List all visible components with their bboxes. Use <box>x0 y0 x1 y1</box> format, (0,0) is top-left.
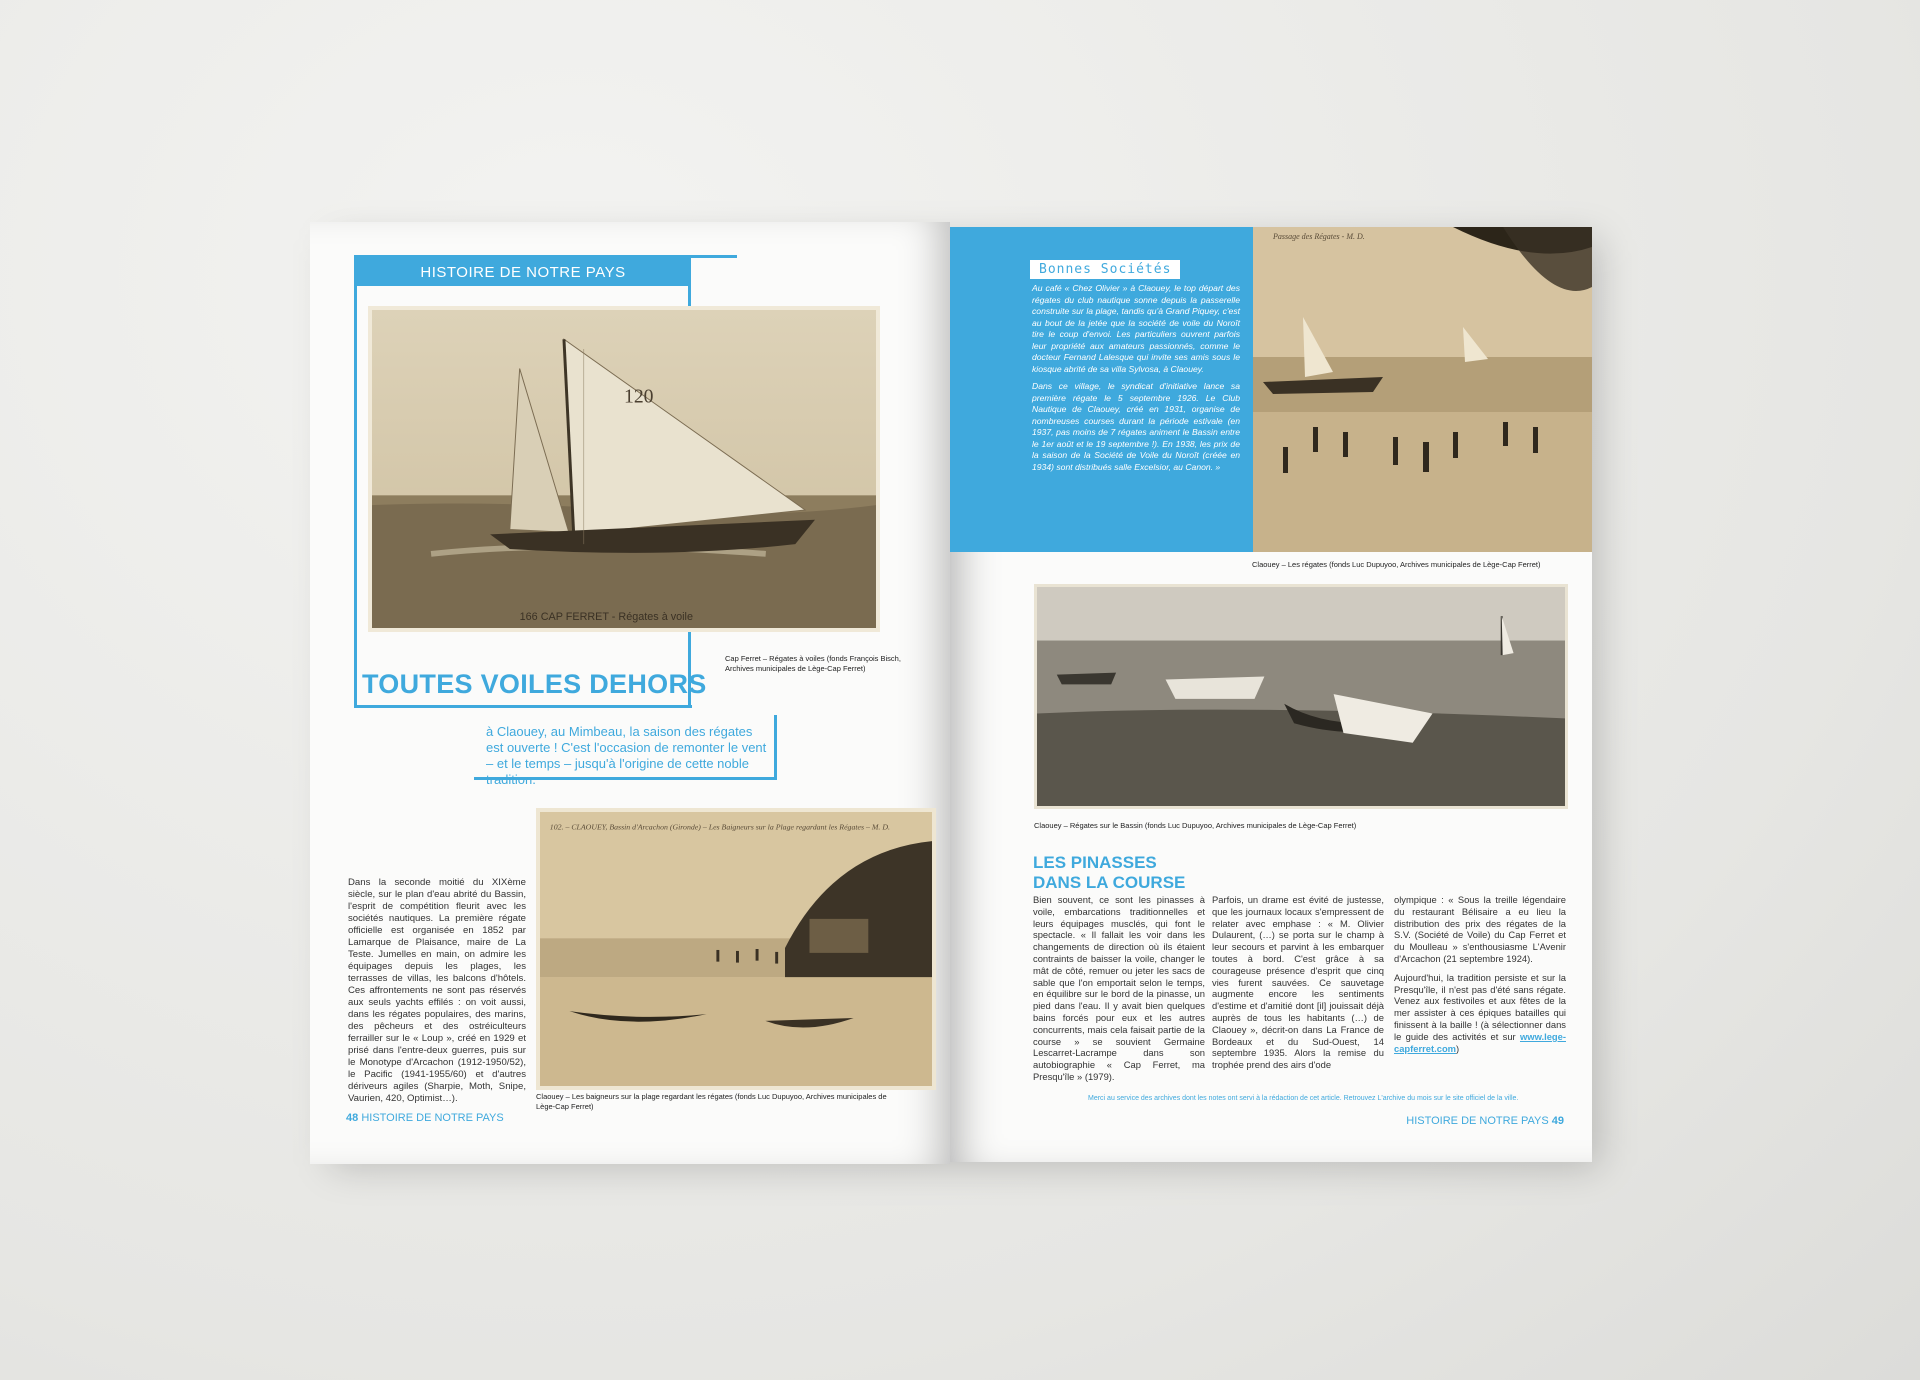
column-text-last <box>1394 972 1566 1055</box>
thanks-note: Merci au service des archives dont les notes ont servi à la rédaction de cet article. Retrouvez L'archive du mois sur le site officiel de la ville. <box>1088 1095 1519 1102</box>
frame-border-bottom <box>354 705 692 708</box>
folio-label: HISTOIRE DE NOTRE PAYS <box>361 1112 504 1124</box>
column-1 <box>1033 894 1205 1090</box>
section-heading: LES PINASSES DANS LA COURSE <box>1033 853 1186 892</box>
folio-left <box>346 1112 504 1124</box>
page-number: 49 <box>1551 1115 1564 1127</box>
folio-right <box>1406 1115 1564 1127</box>
article-title: TOUTES VOILES DEHORS <box>362 669 707 699</box>
column-text: Aujourd'hui, la tradition persiste et sur la Presqu'île, il n'est pas d'été sans régate. Venez aux festivoiles et aux fêtes de la mer assister à ces épiques batailles qui finissent à la baille ! (à sélectionner dans le guide des activités et sur <box>1394 971 1566 1042</box>
sidebar-text <box>1032 283 1240 479</box>
page-number: 48 <box>346 1112 359 1124</box>
postcard-label: 166 CAP FERRET - Régates à voile <box>519 611 693 624</box>
photo2-caption: Claouey – Les baigneurs sur la plage regardant les régates (fonds Luc Dupuyoo, Archives municipales de Lège-Cap Ferret) <box>536 1092 887 1111</box>
photo3-caption: Claouey – Les régates (fonds Luc Dupuyoo, Archives municipales de Lège-Cap Ferret) <box>1252 560 1541 569</box>
body-text: Dans la seconde moitié du XIXème siècle, sur le plan d'eau abrité du Bassin, l'esprit de compétition fleurit avec les sociétés nautiques. La première régate officielle est organisée en 1852 par Lamarque de Plaisance, maire de La Teste. Jumelles en main, on admire les équipages depuis les plages, les terrasses de villas, les balcons d'hôtels. Ces affrontements ne sont pas réservés aux seuls yachts effilés : on voit aussi, dans les régates populaires, des marins, des pêcheurs et des ostréiculteurs ferrailler sur le « Loup », créé en 1929 et prisé dans l'entre-deux guerres, puis sur le Monotype d'Arcachon (1912-1950/52), le Pacific (1941-1955/60) et d'autres dériveurs agiles (Sharpie, Moth, Snipe, Vaurien, 420, Optimist…). <box>348 877 526 1104</box>
left-page <box>310 222 950 1164</box>
sidebar-title: Bonnes Sociétés <box>1030 260 1180 279</box>
sail-number: 120 <box>624 386 654 408</box>
column-2 <box>1212 894 1384 1078</box>
photo-sailboat <box>368 306 880 632</box>
folio-label: HISTOIRE DE NOTRE PAYS <box>1406 1115 1549 1127</box>
right-page <box>950 227 1592 1162</box>
photo1-caption: Cap Ferret – Régates à voiles (fonds François Bisch, Archives municipales de Lège-Cap Ferret) <box>725 654 901 673</box>
closing-paren: ) <box>1456 1042 1460 1054</box>
column-3 <box>1394 894 1566 1061</box>
photo-regattas <box>1253 227 1592 552</box>
section-kicker: HISTOIRE DE NOTRE PAYS <box>356 258 690 286</box>
photo4-caption: Claouey – Régates sur le Bassin (fonds Luc Dupuyoo, Archives municipales de Lège-Cap Ferret) <box>1034 821 1357 830</box>
postcard-label-3: Passage des Régates - M. D. <box>1273 232 1365 241</box>
photo-beach <box>536 808 936 1090</box>
photo-pinasses <box>1034 584 1568 809</box>
website-link[interactable]: www.lege-capferret.com <box>1394 1030 1566 1054</box>
column-text: Bien souvent, ce sont les pinasses à voile, embarcations traditionnelles et leurs équipages musclés, qui font le spectacle. « Il fallait les voir dans les changements de direction où ils étaient contraints de baisser la voile, changer le mât de côté, remuer ou jeter les sacs de sable que l'on emportait selon le temps, en équilibre sur le bord de la pinasse, un pied dans l'eau. Il y avait bien quelques bains forcés pour eux et les autres concurrents, mais cela faisait partie de la course » se souvient Germaine Lescarret-Lacrampe dans son autobiographie « Cap Ferret, ma Presqu'île » (1979). <box>1033 894 1205 1082</box>
column-text: olympique : « Sous la treille légendaire du restaurant Bélisaire a eu lieu la distribution des prix des régates de la S.V. (Société de Voile) du Cap Ferret et du Moulleau » s'enthousiasme L'Avenir d'Arcachon (21 septembre 1924). <box>1394 894 1566 964</box>
sidebar-paragraph: Au café « Chez Olivier » à Claouey, le top départ des régates du club nautique sonne depuis la passerelle construite sur la plage, tandis qu'à Grand Piquey, c'est au bout de la jetée que la société de voile du Noroît tire le coup d'envoi. Les particuliers ouvrent parfois leur propriété aux amateurs passionnés, comme le docteur Fernand Lalesque qui invite ses amis sous le kiosque abrité de sa villa Sylvosa, à Claouey. <box>1032 283 1240 374</box>
article-lede: à Claouey, au Mimbeau, la saison des régates est ouverte ! C'est l'occasion de remonter le vent – et le temps – jusqu'à l'origine de cette noble tradition. <box>486 724 767 787</box>
column-text: Parfois, un drame est évité de justesse, que les journaux locaux s'empressent de relater avec emphase : « M. Olivier Dulaurent, (…) se porta sur le champ à leur secours et parvint à les embarquer toutes à bord. C'est grâce à sa courageuse présence d'esprit que cinq vies furent sauvées. Ce sauvetage augmente encore les sentiments d'estime et d'amitié dont [il] jouissait déjà auprès de tous les habitants (…) de Claouey », décrit-on dans La France de Bordeaux et du Sud-Ouest, 14 septembre 1935. Alors la remise du trophée prend des airs d'ode <box>1212 894 1384 1071</box>
postcard-label-2: 102. – CLAOUEY, Bassin d'Arcachon (Gironde) – Les Baigneurs sur la Plage regardant les Régates – M. D. <box>549 822 890 832</box>
sidebar-paragraph: Dans ce village, le syndicat d'initiative lance sa première régate le 5 septembre 1926. Le Club Nautique de Claouey, créé en 1931, organise de nombreuses courses durant la période estivale (en 1937, pas moins de 7 régates animent le Bassin entre le 1er août et le 19 septembre !). En 1938, les prix de la saison de la Société de Voile du Noroît (créée en 1934) sont distribués salle Excelsior, au Canon. » <box>1032 381 1240 472</box>
